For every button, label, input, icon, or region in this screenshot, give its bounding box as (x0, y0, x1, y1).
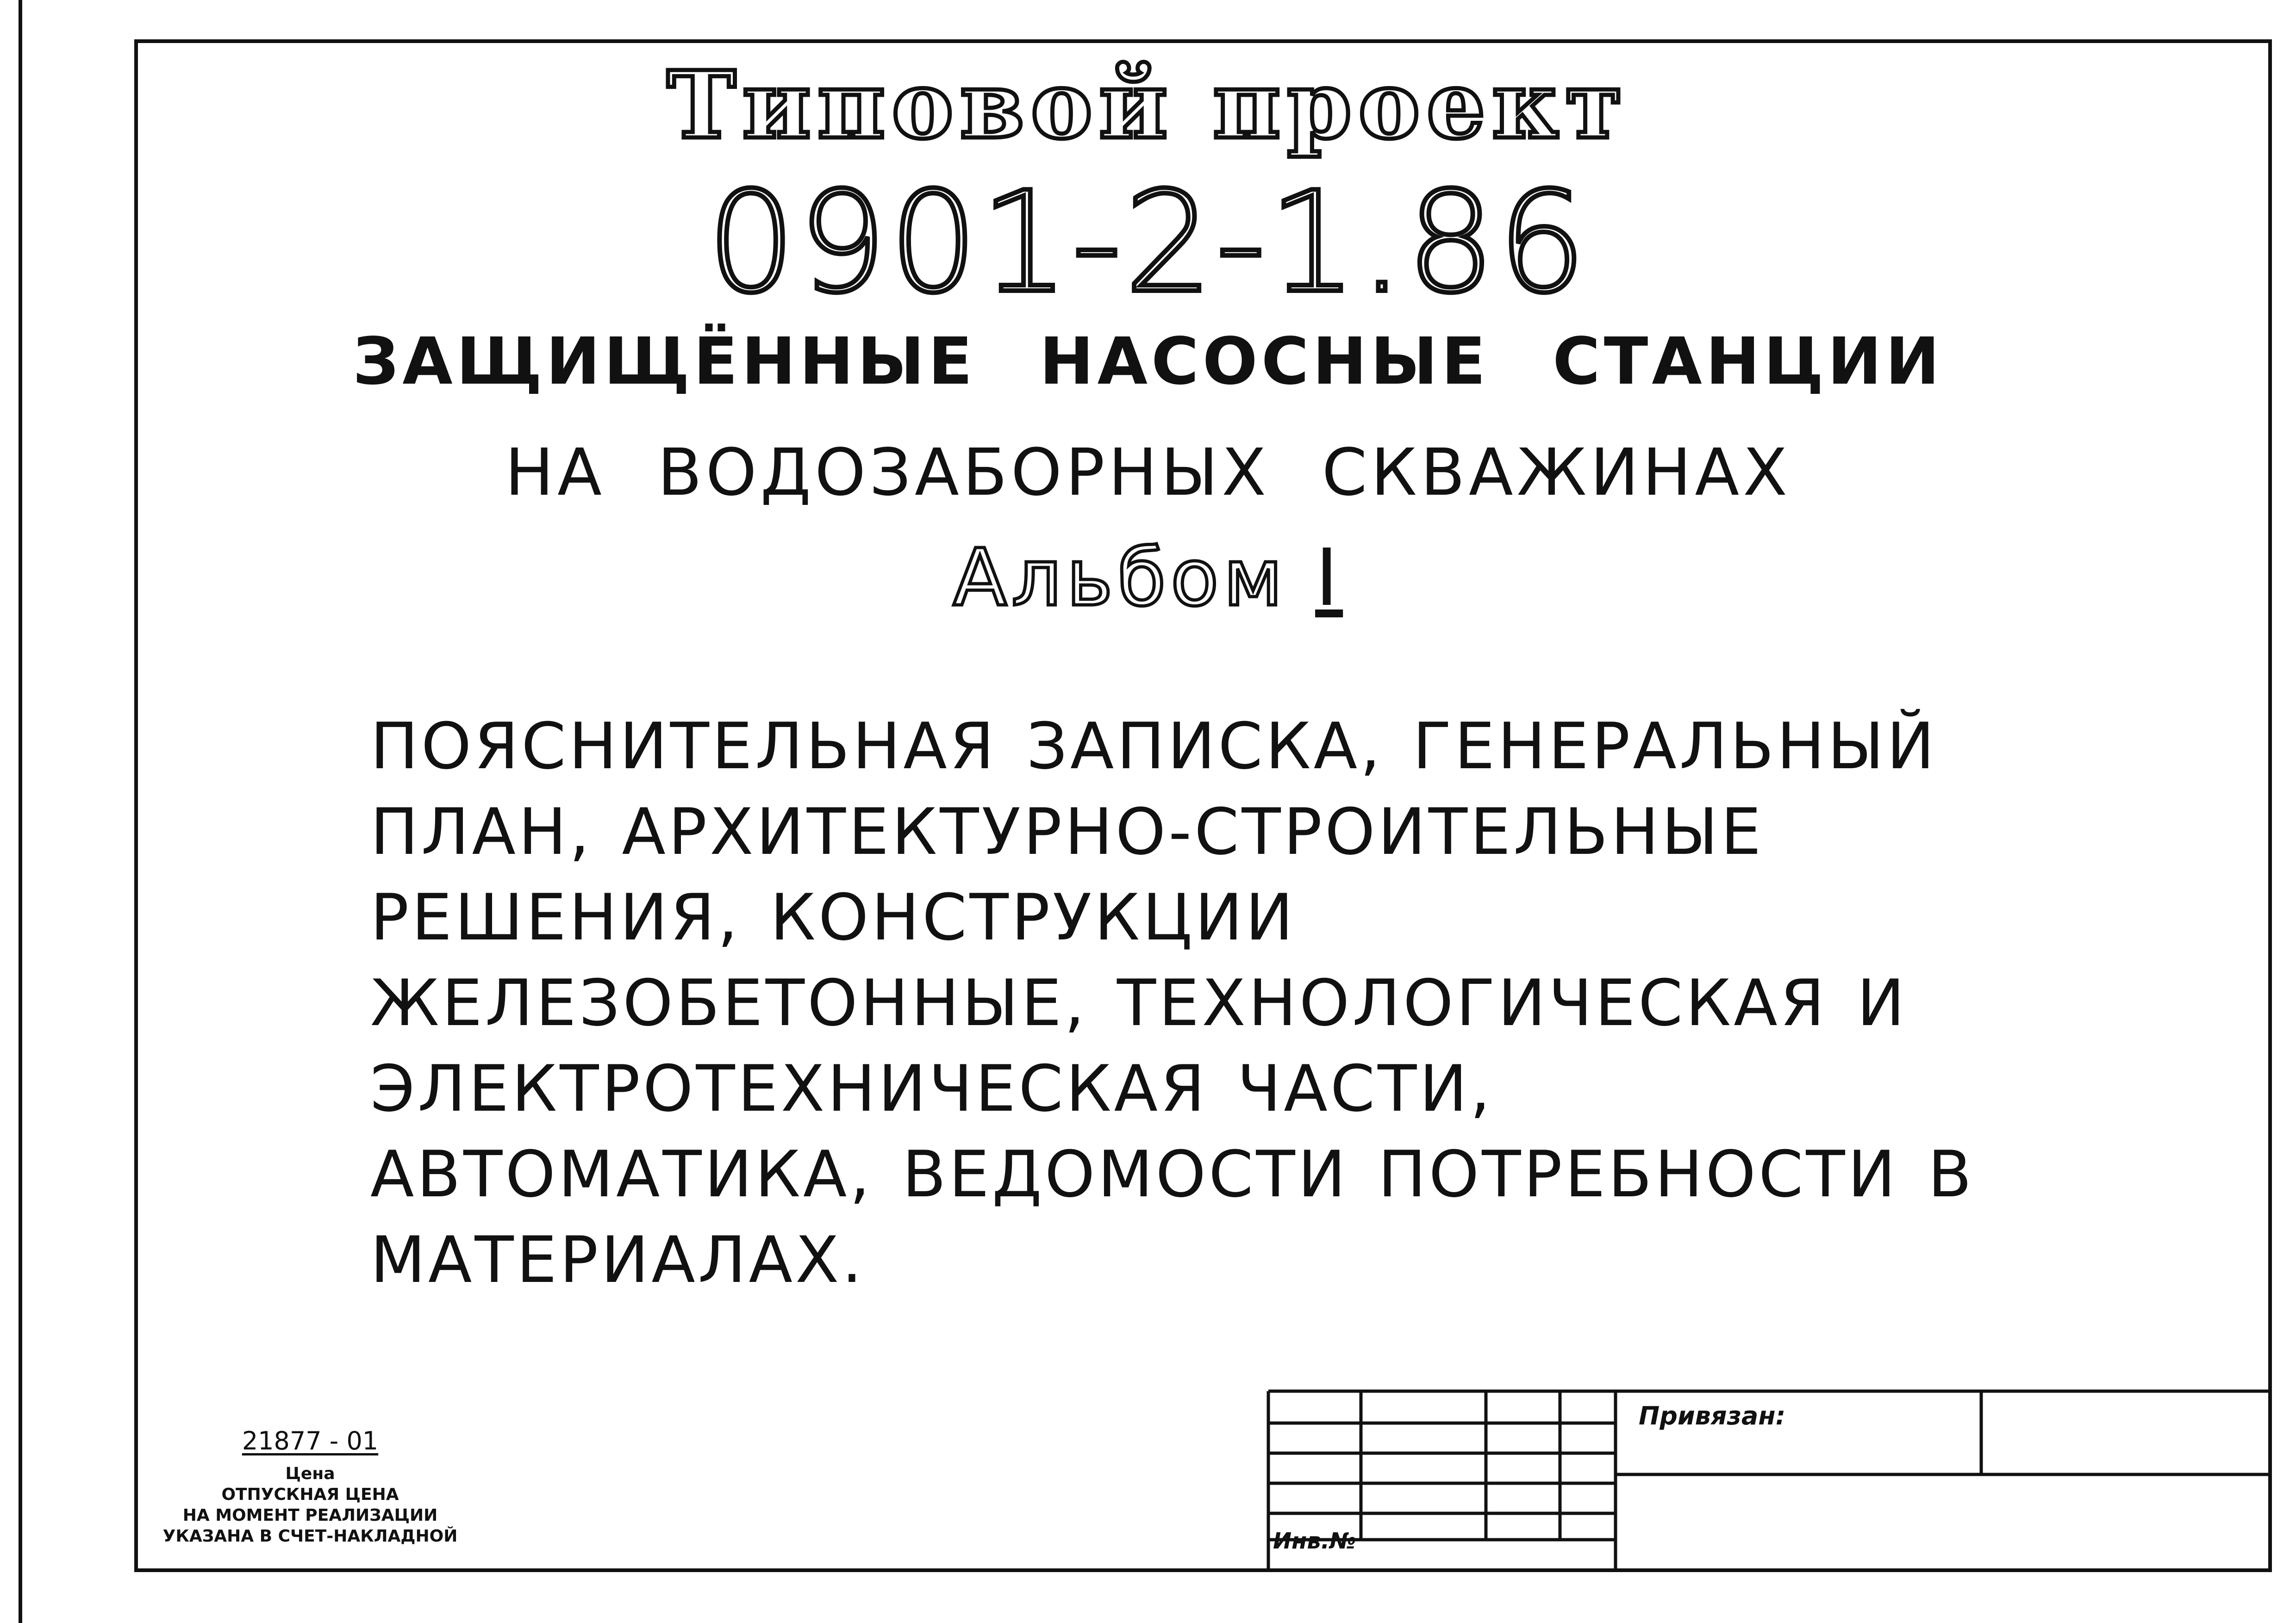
price-note-line-1: ОТПУСКНАЯ ЦЕНА (221, 1485, 399, 1504)
inventory-number-label: Инв.№ (1273, 1528, 1356, 1554)
price-note-line-2: НА МОМЕНТ РЕАЛИЗАЦИИ (182, 1505, 438, 1525)
project-series-title: Типовой проект (667, 51, 1629, 160)
price-label: Цена (285, 1464, 335, 1483)
album-label: Альбом (953, 532, 1288, 624)
album-contents-description: ПОЯСНИТЕЛЬНАЯ ЗАПИСКА, ГЕНЕРАЛЬНЫЙ ПЛАН, АРХИТЕКТУРНО-СТРОИТЕЛЬНЫЕ РЕШЕНИЯ, КОНСТРУКЦИИ ЖЕЛЕЗОБЕТОННЫЕ, ТЕХНОЛОГИЧЕСКАЯ И ЭЛЕКТРОТЕХНИЧЕСКАЯ ЧАСТИ, АВТОМАТИКА, ВЕДОМОСТИ ПОТРЕБНОСТИ В МАТЕРИАЛАХ. (370, 709, 1975, 1297)
subject-line-2: НА ВОДОЗАБОРНЫХ СКВАЖИНАХ (505, 435, 1791, 510)
attached-label: Привязан: (1639, 1401, 1786, 1430)
subject-line-1: ЗАЩИЩЁННЫЕ НАСОСНЫЕ СТАНЦИИ (352, 324, 1944, 399)
album-number: I (1315, 532, 1343, 624)
price-code: 21877 - 01 (242, 1426, 379, 1455)
project-number: 0901-2-1.86 (707, 162, 1589, 323)
price-note-line-3: УКАЗАНА В СЧЕТ-НАКЛАДНОЙ (162, 1526, 458, 1546)
